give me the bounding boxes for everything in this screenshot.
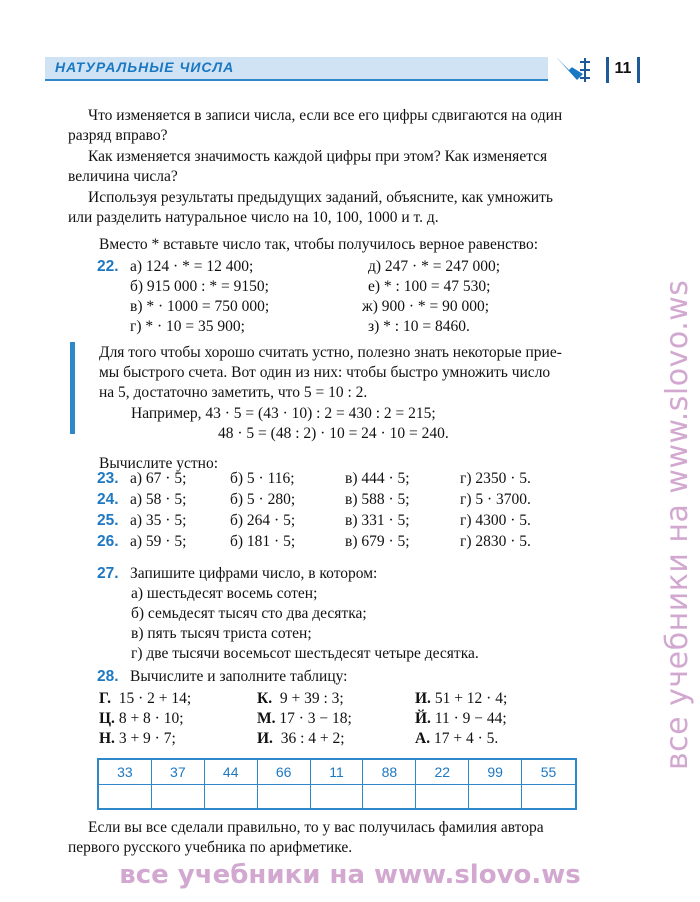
- item-expression: 15 · 2 + 14;: [118, 690, 192, 707]
- table-answer-cell: [416, 785, 469, 808]
- question-1-line-1: Что изменяется в записи числа, если все его цифры сдвигаются на один: [88, 107, 563, 124]
- exercise-28-item: [415, 730, 498, 748]
- oral-item: а) 67 · 5;: [130, 470, 187, 487]
- rule-example: 48 · 5 = (48 : 2) · 10 = 24 · 10 = 240.: [218, 425, 449, 442]
- item-letter: Г.: [99, 690, 111, 707]
- closing-line-1: Если вы все сделали правильно, то у вас получилась фамилия автора: [88, 819, 544, 836]
- oral-item: а) 58 · 5;: [130, 491, 187, 508]
- exercise-28-number: 28.: [97, 668, 119, 685]
- exercise-number: 26.: [97, 533, 119, 550]
- oral-item: б) 181 · 5;: [230, 533, 296, 550]
- oral-item: а) 35 · 5;: [130, 512, 187, 529]
- table-header-cell: 88: [363, 760, 416, 785]
- exercise-28-item: [257, 710, 352, 728]
- item-expression: 51 + 12 · 4;: [434, 690, 508, 707]
- exercise-28-item: [99, 730, 176, 748]
- table-answer-cell: [152, 785, 205, 808]
- item-expression: 11 · 9 − 44;: [434, 710, 507, 727]
- exercise-number: 23.: [97, 470, 119, 487]
- table-answer-cell: [205, 785, 258, 808]
- oral-item: б) 5 · 116;: [230, 470, 295, 487]
- question-2-line-1: Как изменяется значимость каждой цифры при этом? Как изменяется: [88, 148, 548, 165]
- rule-example: Например, 43 · 5 = (43 · 10) : 2 = 430 : 2 = 215;: [131, 405, 436, 422]
- item-letter: И.: [415, 690, 431, 707]
- exercise-22-item: б) 915 000 : * = 9150;: [130, 278, 269, 295]
- exercise-28-item: [99, 690, 191, 708]
- oral-item: в) 679 · 5;: [345, 533, 410, 550]
- exercise-22-item: г) * · 10 = 35 900;: [130, 318, 245, 335]
- table-answer-cell: [363, 785, 416, 808]
- oral-title: Вычислите устно:: [99, 455, 219, 472]
- exercise-28-title: Вычислите и заполните таблицу:: [130, 668, 348, 685]
- chapter-title: НАТУРАЛЬНЫЕ ЧИСЛА: [55, 59, 235, 75]
- exercise-22-item: ж) 900 · * = 90 000;: [362, 298, 490, 315]
- table-header-cell: 22: [416, 760, 469, 785]
- rule-text: Для того чтобы хорошо считать устно, полезно знать некоторые прие-: [99, 344, 562, 361]
- bottom-watermark: все учебники на www.slovo.ws: [119, 860, 581, 890]
- closing-line-2: первого русского учебника по арифметике.: [68, 839, 353, 856]
- table-header-cell: 66: [258, 760, 311, 785]
- item-expression: 9 + 39 : 3;: [279, 690, 344, 707]
- exercise-27-item: г) две тысячи восемьсот шестьдесят четыре десятка.: [131, 645, 479, 662]
- question-3-line-2: или разделить натуральное число на 10, 100, 1000 и т. д.: [68, 209, 439, 226]
- table-header-cell: 11: [311, 760, 364, 785]
- rule-text: мы быстрого счета. Вот один из них: чтобы быстро умножить число: [99, 364, 551, 381]
- item-expression: 36 : 4 + 2;: [280, 730, 345, 747]
- item-expression: 3 + 9 · 7;: [118, 730, 176, 747]
- exercise-22-item: е) * : 100 = 47 530;: [368, 278, 491, 295]
- question-3-line-1: Используя результаты предыдущих заданий, объясните, как умножить: [88, 189, 553, 206]
- oral-item: а) 59 · 5;: [130, 533, 187, 550]
- oral-item: б) 264 · 5;: [230, 512, 296, 529]
- item-letter: А.: [415, 730, 431, 747]
- table-answer-cell: [311, 785, 364, 808]
- exercise-22-intro: Вместо * вставьте число так, чтобы получилось верное равенство:: [99, 236, 539, 253]
- table-header-cell: 99: [469, 760, 522, 785]
- page-number: 11: [606, 57, 640, 83]
- exercise-28-item: [257, 690, 344, 708]
- table-answer-cell: [99, 785, 152, 808]
- exercise-27-number: 27.: [97, 565, 119, 582]
- table-header-cell: 55: [522, 760, 575, 785]
- exercise-28-item: [415, 690, 507, 708]
- exercise-27-title: Запишите цифрами число, в котором:: [130, 565, 378, 582]
- table-header-cell: 33: [99, 760, 152, 785]
- item-letter: К.: [257, 690, 273, 707]
- question-1-line-2: разряд вправо?: [68, 127, 168, 144]
- exercise-22-number: 22.: [97, 258, 119, 275]
- item-letter: Н.: [99, 730, 115, 747]
- pencil-icon: [555, 52, 605, 84]
- exercise-27-item: а) шестьдесят восемь сотен;: [131, 585, 318, 602]
- item-letter: Ц.: [99, 710, 115, 727]
- oral-item: в) 331 · 5;: [345, 512, 410, 529]
- exercise-22-item: в) * · 1000 = 750 000;: [130, 298, 270, 315]
- item-letter: И.: [257, 730, 273, 747]
- table-answer-cell: [522, 785, 575, 808]
- exercise-22-item: а) 124 · * = 12 400;: [130, 258, 254, 275]
- item-expression: 8 + 8 · 10;: [118, 710, 184, 727]
- exercise-28-item: [99, 710, 184, 728]
- table-header-cell: 37: [152, 760, 205, 785]
- exercise-28-item: [415, 710, 507, 728]
- table-answer-cell: [258, 785, 311, 808]
- exercise-22-item: д) 247 · * = 247 000;: [368, 258, 501, 275]
- side-watermark: все учебники на www.slovo.ws: [660, 279, 695, 770]
- oral-item: в) 588 · 5;: [345, 491, 410, 508]
- exercise-27-item: в) пять тысяч триста сотен;: [131, 625, 312, 642]
- item-letter: М.: [257, 710, 276, 727]
- rule-accent-bar: [70, 342, 75, 434]
- exercise-22-item: з) * : 10 = 8460.: [368, 318, 470, 335]
- oral-item: г) 2350 · 5.: [460, 470, 531, 487]
- exercise-28-item: [257, 730, 345, 748]
- table-answer-cell: [469, 785, 522, 808]
- question-2-line-2: величина числа?: [68, 168, 178, 185]
- answer-table: [97, 758, 577, 810]
- oral-item: г) 2830 · 5.: [460, 533, 531, 550]
- oral-item: г) 4300 · 5.: [460, 512, 531, 529]
- exercise-number: 25.: [97, 512, 119, 529]
- oral-item: в) 444 · 5;: [345, 470, 410, 487]
- oral-item: г) 5 · 3700.: [460, 491, 531, 508]
- rule-text: на 5, достаточно заметить, что 5 = 10 : 2.: [99, 384, 368, 401]
- exercise-number: 24.: [97, 491, 119, 508]
- item-letter: Й.: [415, 710, 431, 727]
- item-expression: 17 · 3 − 18;: [279, 710, 352, 727]
- table-header-cell: 44: [205, 760, 258, 785]
- item-expression: 17 + 4 · 5.: [433, 730, 499, 747]
- exercise-27-item: б) семьдесят тысяч сто два десятка;: [131, 605, 367, 622]
- oral-item: б) 5 · 280;: [230, 491, 296, 508]
